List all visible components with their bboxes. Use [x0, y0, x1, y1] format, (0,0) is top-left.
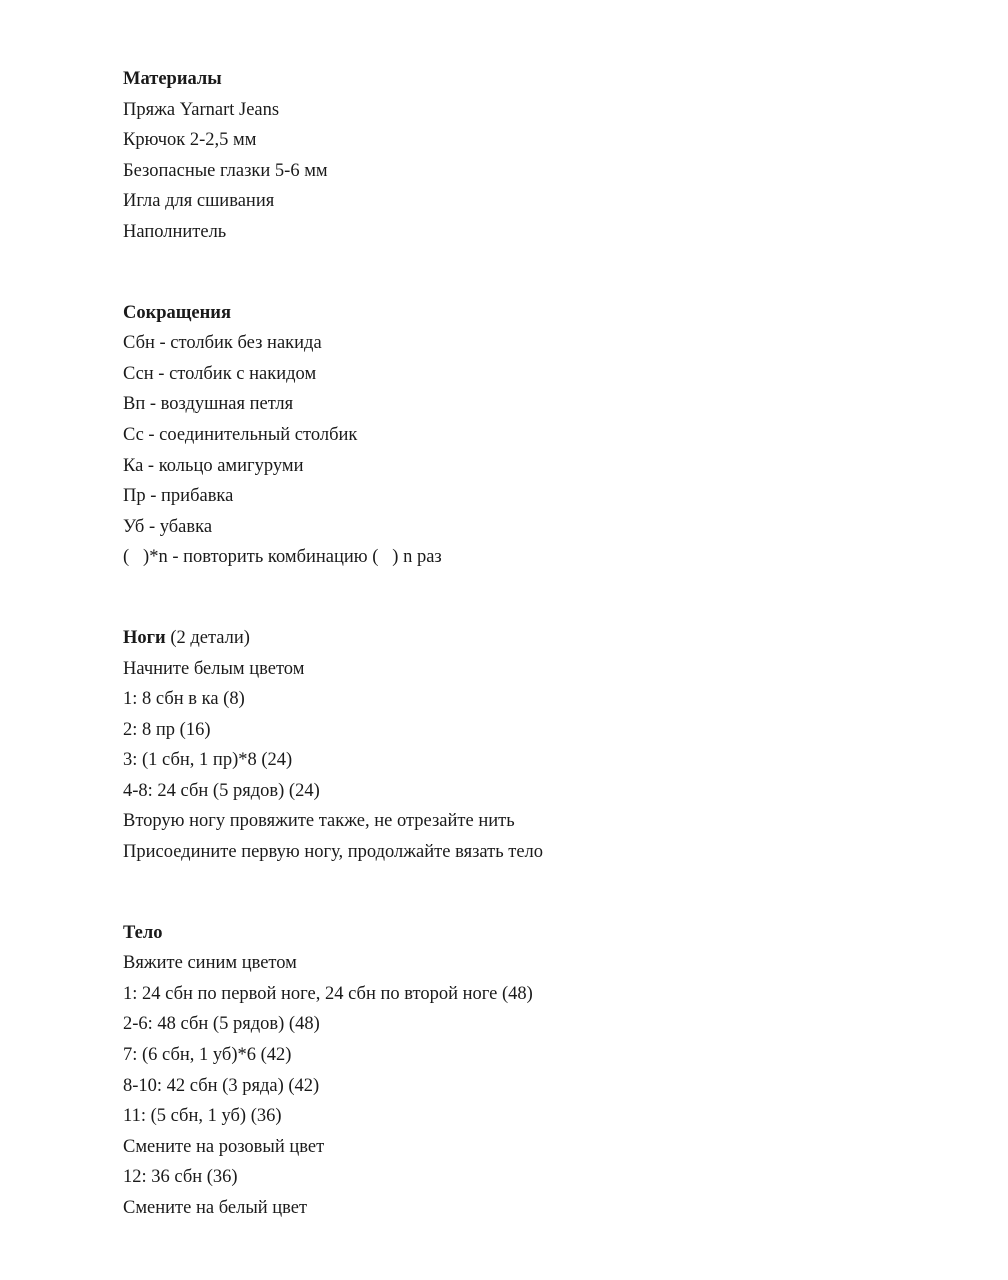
body-step: Смените на розовый цвет: [123, 1136, 325, 1157]
legs-step: 4-8: 24 сбн (5 рядов) (24): [123, 780, 320, 801]
body-step: Вяжите синим цветом: [123, 953, 297, 974]
body-step: 8-10: 42 сбн (3 ряда) (42): [123, 1075, 320, 1096]
legs-step: 3: (1 сбн, 1 пр)*8 (24): [123, 750, 293, 771]
section-spacer: [123, 868, 943, 918]
abbreviation-item: Сс - соединительный столбик: [123, 424, 358, 445]
materials-item: Крючок 2-2,5 мм: [123, 130, 257, 151]
body-step: Смените на белый цвет: [123, 1198, 308, 1218]
materials-item: Наполнитель: [123, 221, 227, 242]
legs-heading-line: [123, 623, 943, 654]
body-step: 11: (5 сбн, 1 уб) (36): [123, 1106, 282, 1127]
legs-step: Вторую ногу провяжите также, не отрезайте нить: [123, 811, 515, 832]
legs-subheading: (2 детали): [165, 627, 250, 648]
legs-step: 2: 8 пр (16): [123, 719, 211, 740]
body-step: 1: 24 сбн по первой ноге, 24 сбн по второй ноге (48): [123, 983, 533, 1004]
abbreviation-item: Ка - кольцо амигуруми: [123, 455, 304, 476]
materials-item: Игла для сшивания: [123, 191, 275, 212]
body-step: 7: (6 сбн, 1 уб)*6 (42): [123, 1045, 292, 1066]
abbreviation-item: Вп - воздушная петля: [123, 394, 294, 415]
legs-step: 1: 8 сбн в ка (8): [123, 689, 245, 710]
abbreviation-item: Сбн - столбик без накида: [123, 333, 322, 354]
document-page: [123, 64, 943, 1224]
section-spacer: [123, 573, 943, 623]
abbreviation-item: Ссн - столбик с накидом: [123, 363, 317, 384]
materials-item: Пряжа Yarnart Jeans: [123, 99, 280, 120]
abbreviation-item: ( )*n - повторить комбинацию ( ) n раз: [123, 547, 442, 568]
body-heading: Тело: [123, 922, 163, 943]
legs-heading: Ноги: [123, 627, 166, 648]
materials-item: Безопасные глазки 5-6 мм: [123, 160, 328, 181]
abbreviation-item: Уб - убавка: [123, 516, 213, 537]
body-step: 12: 36 сбн (36): [123, 1167, 238, 1188]
section-spacer: [123, 248, 943, 298]
abbreviations-heading: Сокращения: [123, 302, 231, 323]
legs-step: Начните белым цветом: [123, 658, 305, 679]
legs-step: Присоедините первую ногу, продолжайте вязать тело: [123, 842, 544, 863]
abbreviation-item: Пр - прибавка: [123, 486, 234, 507]
materials-heading: Материалы: [123, 69, 222, 89]
body-step: 2-6: 48 сбн (5 рядов) (48): [123, 1014, 320, 1035]
